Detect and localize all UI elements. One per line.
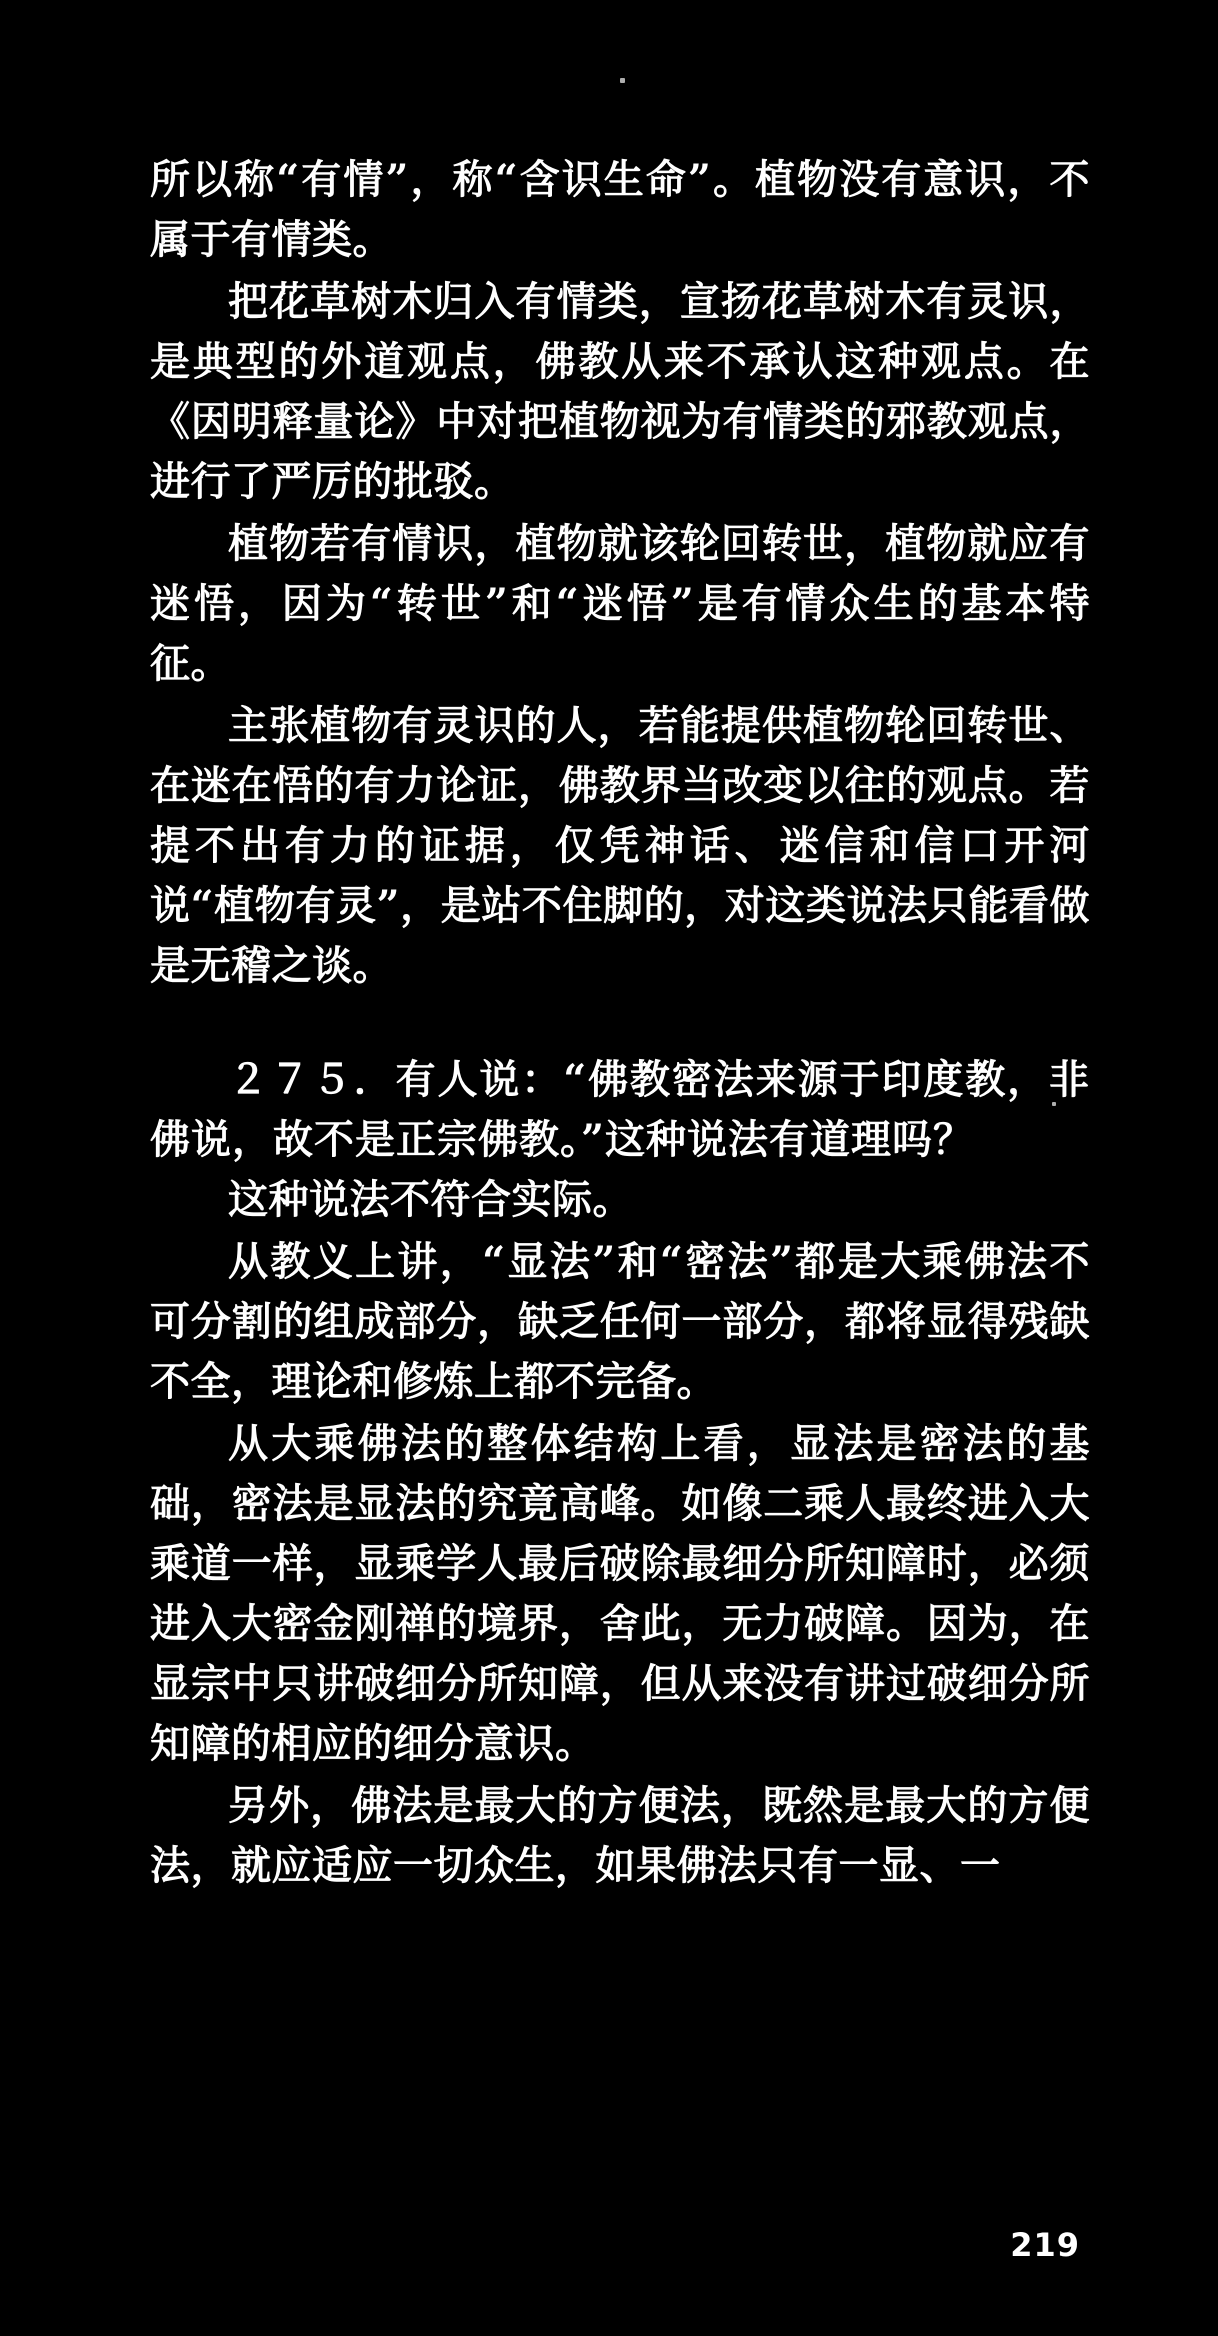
question-heading: ２７５．有人说：“佛教密法来源于印度教，非佛说，故不是正宗佛教。”这种说法有道理吗？ — [150, 1056, 1090, 1163]
section-gap — [150, 998, 1090, 1050]
page-number: 219 — [1010, 2226, 1080, 2264]
paragraph: 从大乘佛法的整体结构上看，显法是密法的基础，密法是显法的究竟高峰。如像二乘人最终进入大乘道一样，显乘学人最后破除最细分所知障时，必须进入大密金刚禅的境界，舍此，无力破障。因为，在显宗中只讲破细分所知障，但从来没有讲过破细分所知障的相应的细分意识。 — [150, 1420, 1090, 1767]
dust-speck-icon — [620, 78, 625, 83]
paragraph: 从教义上讲，“显法”和“密法”都是大乘佛法不可分割的组成部分，缺乏任何一部分，都将显得残缺不全，理论和修炼上都不完备。 — [150, 1238, 1090, 1405]
page-text-column — [150, 150, 1090, 1898]
paragraph: 所以称“有情”，称“含识生命”。植物没有意识，不属于有情类。 — [150, 156, 1090, 263]
paragraph: 另外，佛法是最大的方便法，既然是最大的方便法，就应适应一切众生，如果佛法只有一显、一 — [150, 1782, 1090, 1889]
paragraph: 把花草树木归入有情类，宣扬花草树木有灵识，是典型的外道观点，佛教从来不承认这种观点。在《因明释量论》中对把植物视为有情类的邪教观点，进行了严厉的批驳。 — [150, 278, 1090, 505]
paragraph: 这种说法不符合实际。 — [228, 1176, 633, 1223]
paragraph: 主张植物有灵识的人，若能提供植物轮回转世、在迷在悟的有力论证，佛教界当改变以往的观点。若提不出有力的证据，仅凭神话、迷信和信口开河说“植物有灵”，是站不住脚的，对这类说法只能看做是无稽之谈。 — [150, 702, 1090, 989]
paragraph: 植物若有情识，植物就该轮回转世，植物就应有迷悟，因为“转世”和“迷悟”是有情众生的基本特征。 — [150, 520, 1090, 687]
